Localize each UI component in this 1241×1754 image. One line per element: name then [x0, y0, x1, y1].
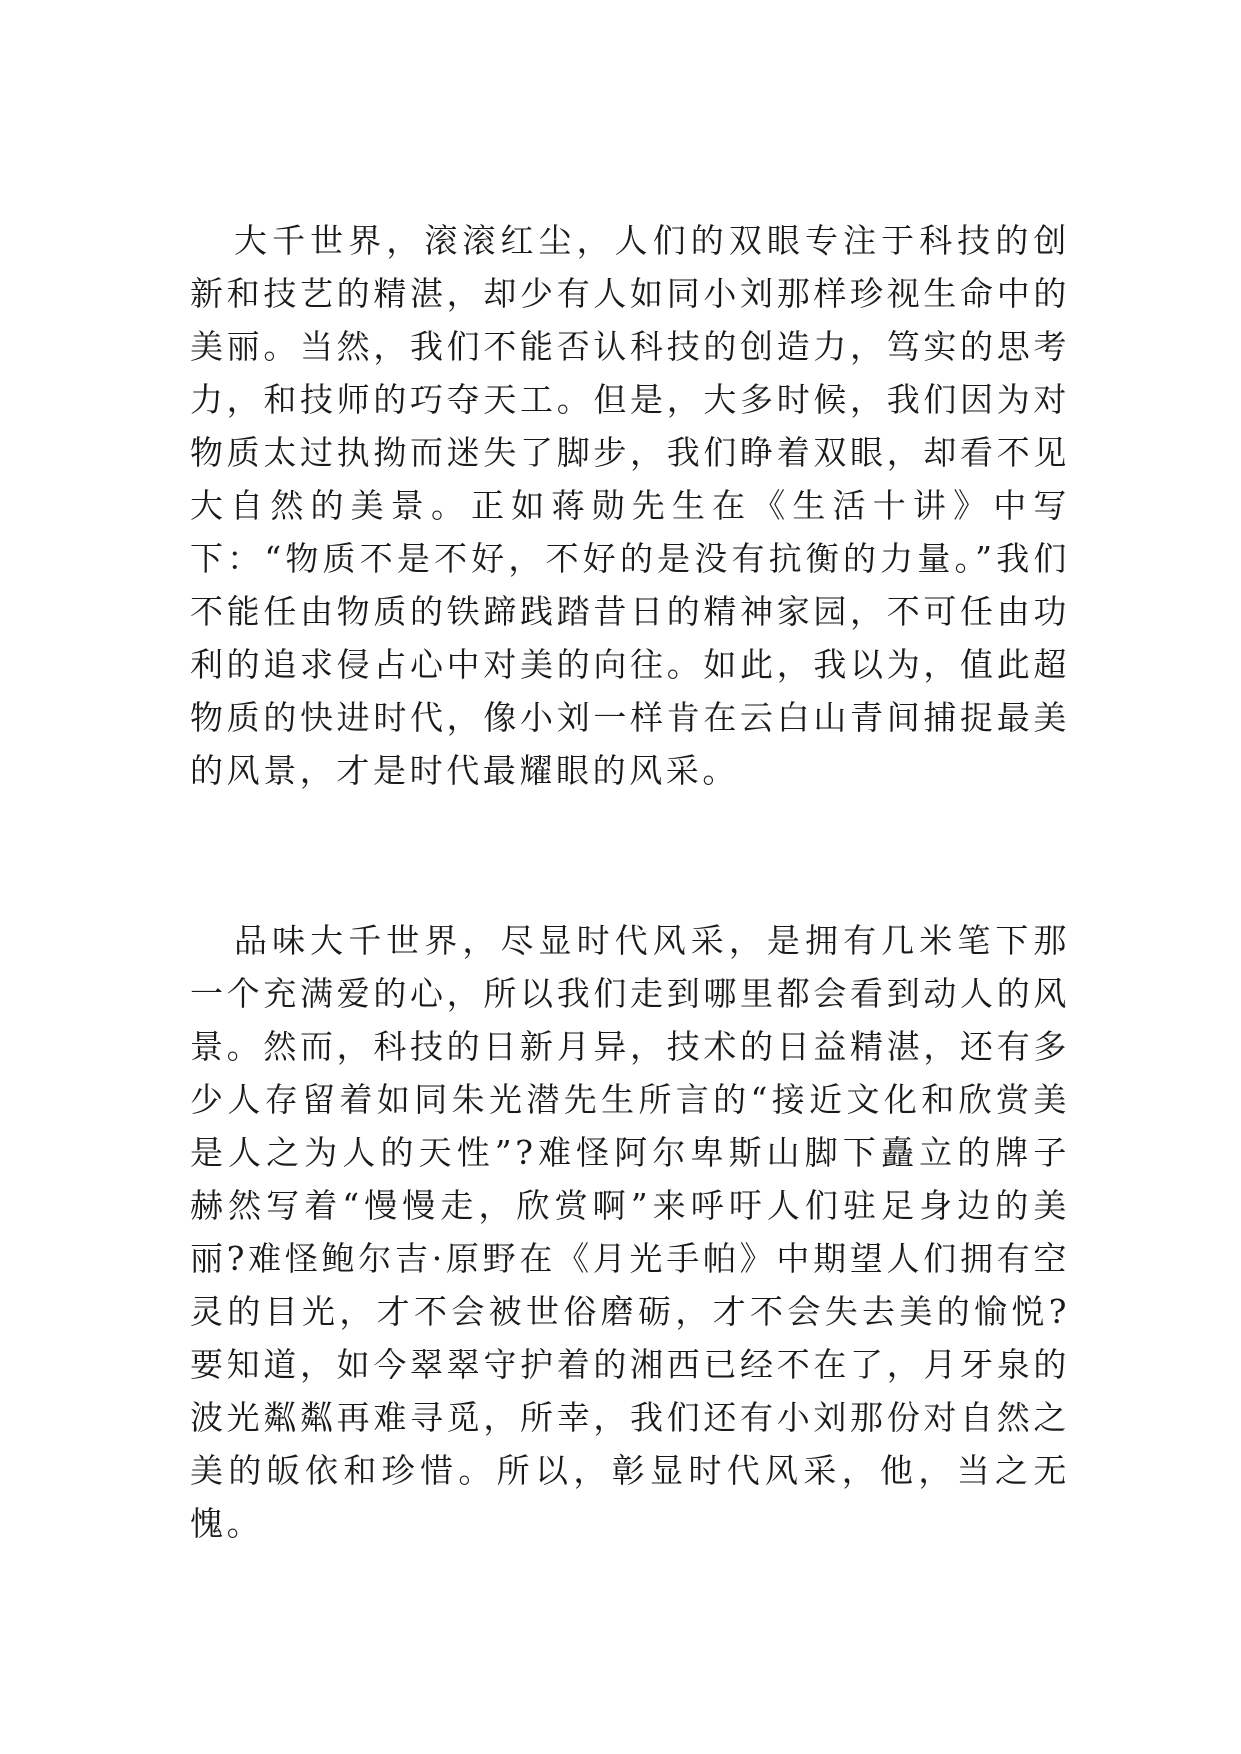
paragraph-2: 品味大千世界，尽显时代风采，是拥有几米笔下那一个充满爱的心，所以我们走到哪里都会看到动人的风景。然而，科技的日新月异，技术的日益精湛，还有多少人存留着如同朱光潜先生所言的“接近文化和欣赏美是人之为人的天性”?难怪阿尔卑斯山脚下矗立的牌子赫然写着“慢慢走，欣赏啊”来呼吁人们驻足身边的美丽?难怪鲍尔吉·原野在《月光手帕》中期望人们拥有空灵的目光，才不会被世俗磨砺，才不会失去美的愉悦?要知道，如今翠翠守护着的湘西已经不在了，月牙泉的波光粼粼再难寻觅，所幸，我们还有小刘那份对自然之美的皈依和珍惜。所以，彰显时代风采，他，当之无愧。 — [190, 921, 1070, 1543]
paragraph-1: 大千世界，滚滚红尘，人们的双眼专注于科技的创新和技艺的精湛，却少有人如同小刘那样珍视生命中的美丽。当然，我们不能否认科技的创造力，笃实的思考力，和技师的巧夺天工。但是，大多时候，我们因为对物质太过执拗而迷失了脚步，我们睁着双眼，却看不见大自然的美景。正如蒋勋先生在《生活十讲》中写下：“物质不是不好，不好的是没有抗衡的力量。”我们不能任由物质的铁蹄践踏昔日的精神家园，不可任由功利的追求侵占心中对美的向往。如此，我以为，值此超物质的快进时代，像小刘一样肯在云白山青间捕捉最美的风景，才是时代最耀眼的风采。 — [190, 221, 1070, 790]
